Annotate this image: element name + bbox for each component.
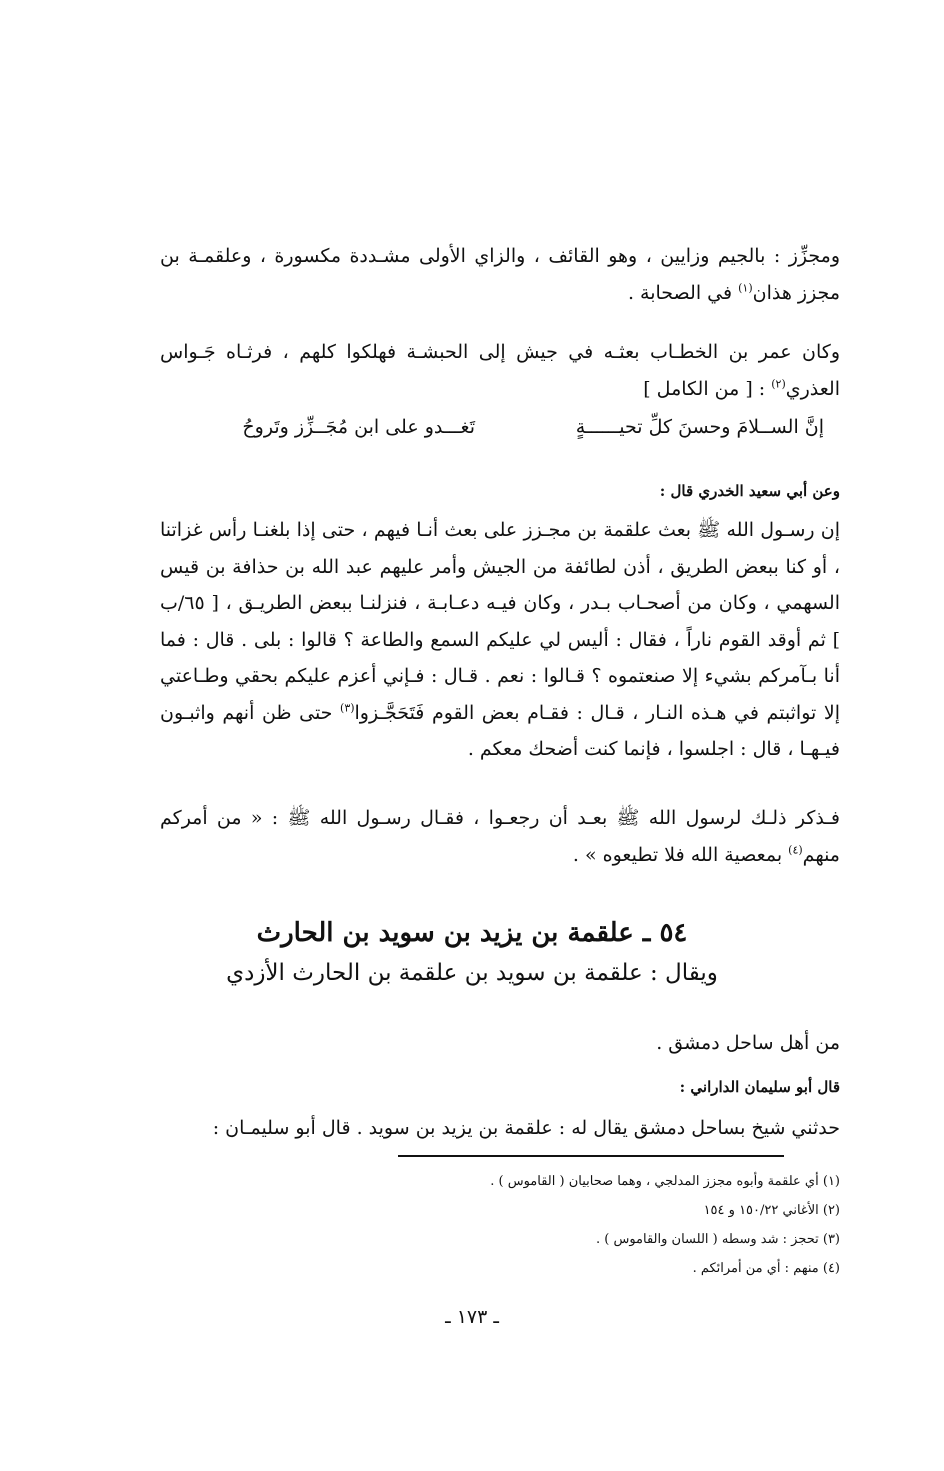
footnotes <box>280 1167 840 1283</box>
entry-narration <box>160 1110 840 1147</box>
poem-verse <box>160 416 840 456</box>
paragraph-text: إن رسـول الله ﷺ بعث علقمة بن مجـزز على بعث أنـا فيهم ، حتى إذا بلغنـا رأس غزاتنا ، أو كنا ببعض الطريق ، أذن لطائفة من الجيش وأمر عليهم عبد الله بن حذافة بن قيس السهمي ، وكان من أصحـاب بـدر ، وكان فيـه دعـابـة ، فنزلنـا ببعض الطريـق ، [ ٦٥/ب ] ثم أوقد القوم ناراً ، فقال : أليس لي عليكم السمع والطاعة ؟ قالوا : بلى . قال : فما أنا بـآمركم بشيء إلا صنعتموه ؟ قـالوا : نعم . قـال : فـإني أعزم عليكم بحقي وطـاعتي إلا تواثبتم في هـذه النـار ، قـال : فقـام بعض القوم فَتَحَجَّـزوا <box>160 519 841 724</box>
entry-title: ٥٤ ـ علقمة بن يزيد بن سويد بن الحارث <box>256 918 688 948</box>
narrator-heading-text: وعن أبي سعيد الخدري قال : <box>659 482 840 500</box>
paragraph-text: ومجزِّز : بالجيم وزايين ، وهو القائف ، والزاي الأولى مشـددة مكسورة ، وعلقمـة بن مجزز هذان <box>160 245 840 304</box>
paragraph-text: بمعصية الله فلا تطيعوه » . <box>572 843 789 866</box>
footnote-marker: (٤) <box>788 843 803 857</box>
entry-narration-text: حدثني شيخ بساحل دمشق يقال له : علقمة بن يزيد بن سويد . قال أبو سليمـان : <box>212 1117 840 1139</box>
paragraph-text: فـذكر ذلـك لرسول الله ﷺ بعـد أن رجعـوا ، فقـال رسـول الله ﷺ : « من أمركم منهم <box>160 807 840 866</box>
paragraph-text: في الصحابة . <box>627 281 739 304</box>
entry-narrator-heading-text: قال أبو سليمان الداراني : <box>679 1078 840 1096</box>
paragraph-hadith-narration <box>160 512 840 768</box>
footnote-2: (٢) الأغاني ١٥٠/٢٢ و ١٥٤ <box>703 1203 840 1218</box>
footnote-marker: (٢) <box>771 377 786 391</box>
poem-first-hemistich: إنَّ الســلامَ وحسنَ كلِّ تحيــــــةٍ <box>575 416 824 438</box>
entry-origin <box>160 1025 840 1062</box>
paragraph-mujazziz-definition <box>160 238 840 311</box>
poem-second-hemistich: تَغـــدو على ابن مُجَــزِّز وتَروحُ <box>242 416 475 438</box>
paragraph-text: وكان عمر بن الخطـاب بعثـه في جيش إلى الحبشـة فهلكوا كلهم ، فرثـاه جَـواس العذري <box>160 341 840 400</box>
entry-subtitle: ويقال : علقمة بن سويد بن علقمة بن الحارث الأزدي <box>226 960 718 986</box>
footnote-divider <box>398 1155 784 1157</box>
footnote-3: (٣) تحجز : شد وسطه ( اللسان والقاموس ) . <box>596 1232 840 1247</box>
footnote-marker: (١) <box>738 281 753 295</box>
paragraph-prophet-ruling <box>160 800 840 873</box>
footnote-4: (٤) منهم : أي من أمرائكم . <box>692 1261 840 1276</box>
footnote-1: (١) أي علقمة وأبوه مجزز المدلجي ، وهما صحابيان ( القاموس ) . <box>490 1174 840 1189</box>
footnote-marker: (٣) <box>340 701 355 715</box>
page-number: ـ ١٧٣ ـ <box>445 1306 499 1328</box>
paragraph-text: حتى ظن أنهم واثبـون فيـهـا ، قال : اجلسوا ، فإنما كنت أضحك معكم . <box>160 701 840 760</box>
narrator-heading <box>160 480 840 502</box>
entry-origin-text: من أهل ساحل دمشق . <box>656 1032 840 1054</box>
paragraph-umar-sent-him <box>160 334 840 407</box>
entry-narrator-heading <box>160 1076 840 1098</box>
paragraph-text: : [ من الكامل ] <box>643 377 772 400</box>
